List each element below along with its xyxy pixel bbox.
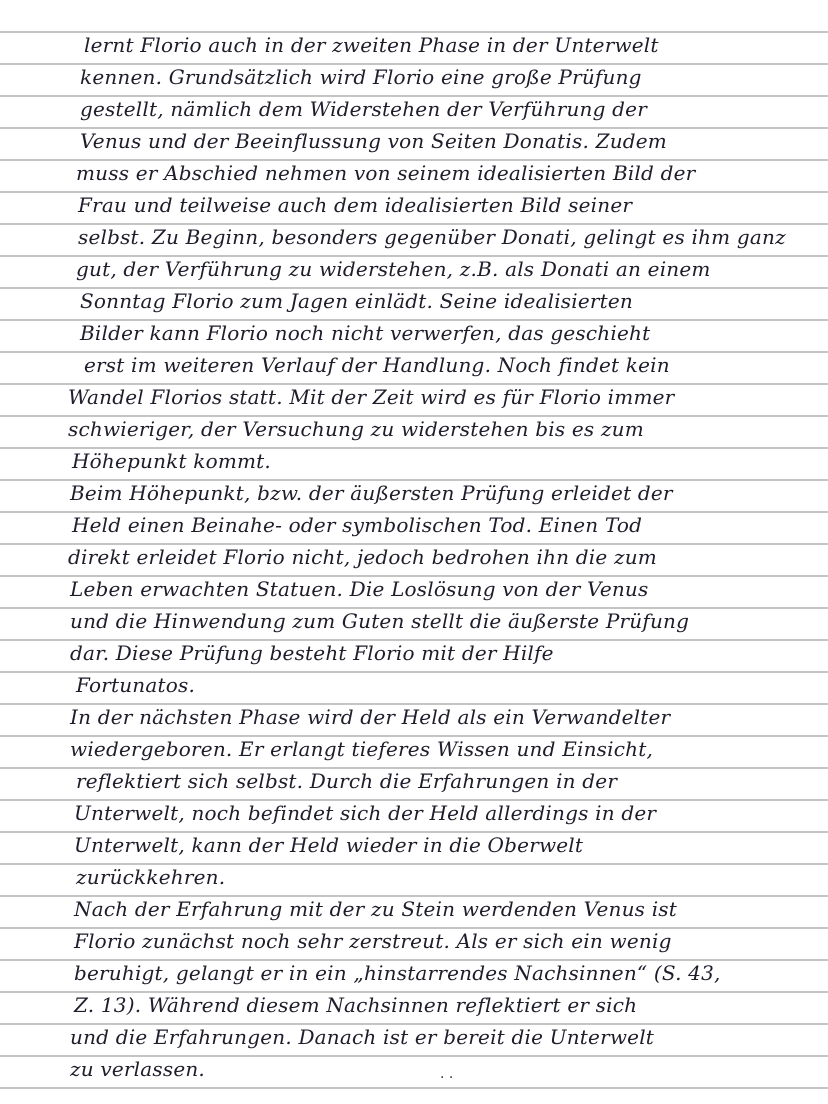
handwritten-line: dar. Diese Prüfung besteht Florio mit der Hilfe	[70, 641, 554, 665]
handwritten-line: reflektiert sich selbst. Durch die Erfahrungen in der	[76, 769, 618, 793]
handwritten-line: Frau und teilweise auch dem idealisierten Bild seiner	[78, 193, 633, 217]
handwritten-line: Höhepunkt kommt.	[72, 449, 271, 473]
handwritten-line: Held einen Beinahe- oder symbolischen Tod. Einen Tod	[72, 513, 643, 537]
handwritten-line: kennen. Grundsätzlich wird Florio eine große Prüfung	[80, 65, 642, 89]
handwritten-line: Z. 13). Während diesem Nachsinnen reflektiert er sich	[74, 993, 638, 1017]
handwritten-line: Fortunatos.	[76, 673, 196, 697]
handwritten-line: direkt erleidet Florio nicht, jedoch bedrohen ihn die zum	[68, 545, 657, 569]
handwritten-line: und die Hinwendung zum Guten stellt die äußerste Prüfung	[70, 609, 690, 633]
handwritten-line: gut, der Verführung zu widerstehen, z.B. als Donati an einem	[76, 257, 711, 281]
handwritten-line: beruhigt, gelangt er in ein „hinstarrendes Nachsinnen“ (S. 43,	[74, 961, 721, 985]
handwritten-line: In der nächsten Phase wird der Held als ein Verwandelter	[70, 705, 671, 729]
handwritten-line: schwieriger, der Versuchung zu widerstehen bis es zum	[68, 417, 644, 441]
handwritten-line: Florio zunächst noch sehr zerstreut. Als er sich ein wenig	[74, 929, 672, 953]
handwritten-line: Nach der Erfahrung mit der zu Stein werdenden Venus ist	[74, 897, 678, 921]
handwritten-line: Bilder kann Florio noch nicht verwerfen, das geschieht	[80, 321, 651, 345]
handwritten-line: erst im weiteren Verlauf der Handlung. Noch findet kein	[84, 353, 670, 377]
handwritten-line: zu verlassen.	[70, 1057, 205, 1081]
handwritten-line: Unterwelt, noch befindet sich der Held allerdings in der	[74, 801, 657, 825]
handwritten-line: und die Erfahrungen. Danach ist er bereit die Unterwelt	[70, 1025, 655, 1049]
handwritten-line: Venus und der Beeinflussung von Seiten Donatis. Zudem	[80, 129, 667, 153]
handwritten-line: muss er Abschied nehmen von seinem idealisierten Bild der	[76, 161, 696, 185]
handwritten-line: Beim Höhepunkt, bzw. der äußersten Prüfung erleidet der	[70, 481, 673, 505]
handwritten-line: Sonntag Florio zum Jagen einlädt. Seine idealisierten	[80, 289, 634, 313]
handwritten-line: zurückkehren.	[76, 865, 226, 889]
handwritten-line: gestellt, nämlich dem Widerstehen der Verführung der	[80, 97, 647, 121]
handwritten-line: Unterwelt, kann der Held wieder in die Oberwelt	[74, 833, 584, 857]
handwritten-line: lernt Florio auch in der zweiten Phase in der Unterwelt	[84, 33, 659, 57]
handwritten-line: selbst. Zu Beginn, besonders gegenüber Donati, gelingt es ihm ganz	[78, 225, 786, 249]
handwritten-line: Leben erwachten Statuen. Die Loslösung von der Venus	[70, 577, 649, 601]
footer-mark: · ·	[440, 1070, 454, 1086]
handwritten-line: wiedergeboren. Er erlangt tieferes Wissen und Einsicht,	[70, 737, 654, 761]
handwritten-line: Wandel Florios statt. Mit der Zeit wird es für Florio immer	[68, 385, 675, 409]
